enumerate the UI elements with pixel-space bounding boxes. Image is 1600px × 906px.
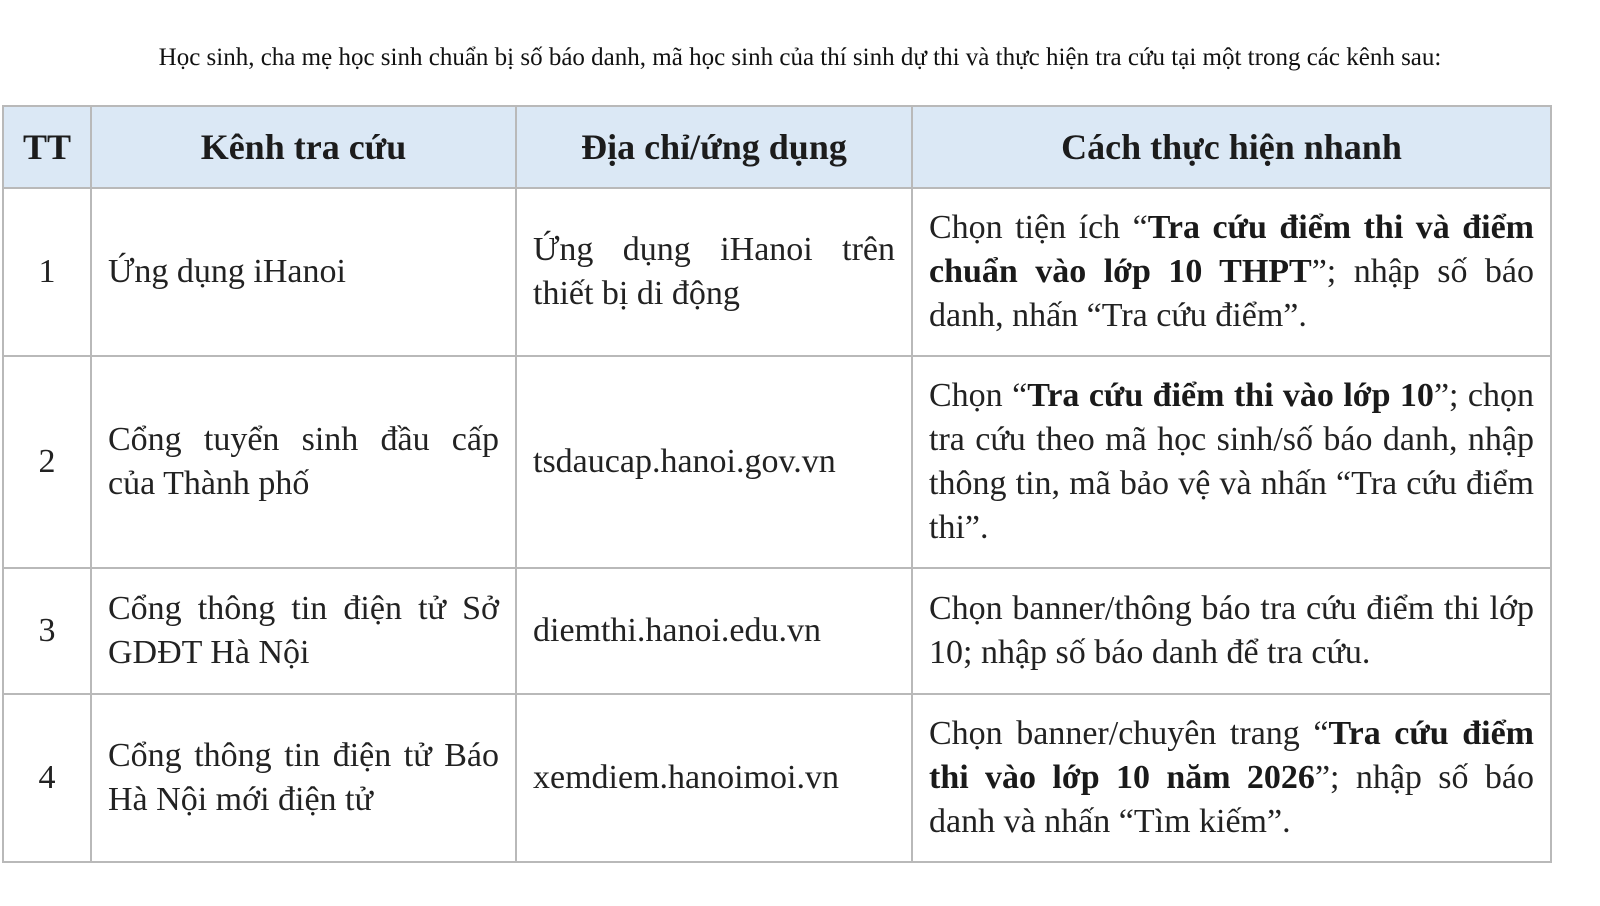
header-channel: Kênh tra cứu [91,106,516,188]
header-tt: TT [3,106,91,188]
method-text: Chọn banner/chuyên trang “ [929,715,1329,752]
table-row [3,356,1551,568]
channel-name: Cổng thông tin điện tử Báo Hà Nội mới điện tử [91,694,516,862]
header-row [3,106,1551,188]
row-number: 4 [3,694,91,862]
channel-method [912,694,1551,862]
table-header [3,106,1551,188]
table-row [3,694,1551,862]
method-text: ”; chọn tra cứu theo mã học sinh/số báo danh, nhập thông tin, mã bảo vệ và nhấn “Tra cứu điểm thi”. [929,377,1534,546]
row-number: 2 [3,356,91,568]
row-number: 3 [3,568,91,694]
row-number: 1 [3,188,91,356]
header-method: Cách thực hiện nhanh [912,106,1551,188]
lookup-channels-table [2,105,1552,863]
channel-address: tsdaucap.hanoi.gov.vn [516,356,912,568]
channel-address: xemdiem.hanoimoi.vn [516,694,912,862]
method-text: ”; nhập số báo danh, nhấn “Tra cứu điểm”. [929,253,1534,334]
header-address: Địa chỉ/ứng dụng [516,106,912,188]
channel-name: Cổng thông tin điện tử Sở GDĐT Hà Nội [91,568,516,694]
channel-name: Ứng dụng iHanoi [91,188,516,356]
method-highlight: Tra cứu điểm thi và điểm chuẩn vào lớp 10 THPT [929,209,1534,290]
method-text: ”; nhập số báo danh và nhấn “Tìm kiếm”. [929,759,1534,840]
method-text: Chọn banner/thông báo tra cứu điểm thi lớp 10; nhập số báo danh để tra cứu. [929,590,1534,671]
channel-method [912,188,1551,356]
method-highlight: Tra cứu điểm thi vào lớp 10 [1027,377,1434,414]
method-text: Chọn tiện ích “ [929,209,1148,246]
intro-text: Học sinh, cha mẹ học sinh chuẩn bị số báo danh, mã học sinh của thí sinh dự thi và thực hiện tra cứu tại một trong các kênh sau: [158,44,1442,71]
channel-name: Cổng tuyển sinh đầu cấp của Thành phố [91,356,516,568]
table-row [3,188,1551,356]
channel-address: Ứng dụng iHanoi trên thiết bị di động [516,188,912,356]
channel-method [912,568,1551,694]
method-highlight: Tra cứu điểm thi vào lớp 10 năm 2026 [929,715,1534,796]
channel-method [912,356,1551,568]
channel-address: diemthi.hanoi.edu.vn [516,568,912,694]
table-row [3,568,1551,694]
method-text: Chọn “ [929,377,1028,414]
